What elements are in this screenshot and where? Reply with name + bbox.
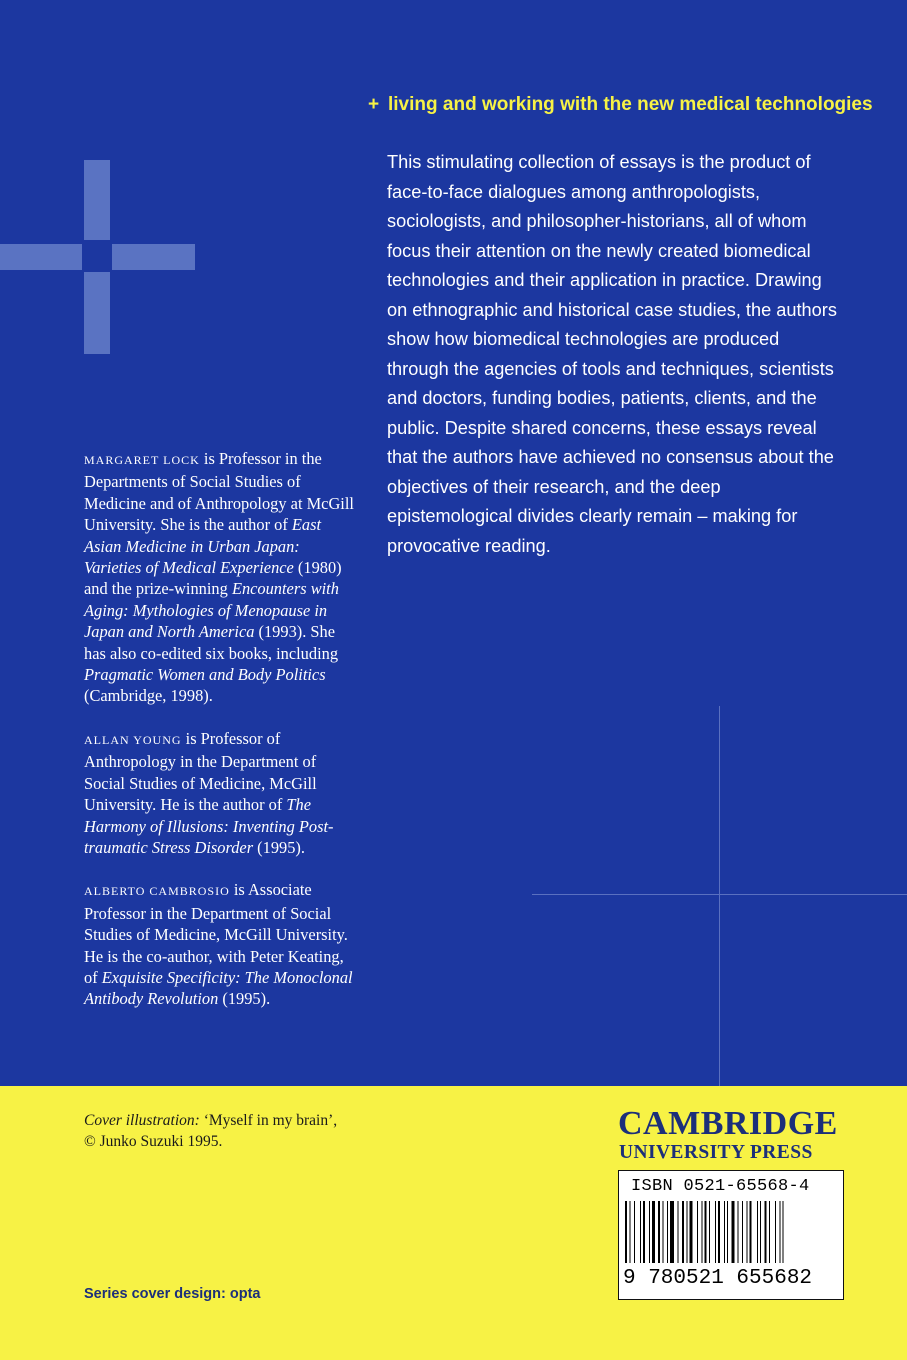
- barcode: [618, 1170, 844, 1300]
- book-title: The Harmony of Illusions: Inventing Post-traumatic Stress Disorder: [84, 795, 334, 857]
- barcode-bar: [765, 1201, 767, 1263]
- tagline-text: living and working with the new medical technologies: [388, 94, 873, 115]
- barcode-bar: [747, 1201, 748, 1263]
- barcode-bar: [715, 1201, 716, 1263]
- barcode-bar: [687, 1201, 688, 1263]
- credit-label: Cover illustration:: [84, 1112, 200, 1129]
- barcode-bar: [724, 1201, 725, 1263]
- barcode-bar: [663, 1201, 664, 1263]
- barcode-bar: [738, 1201, 739, 1263]
- credit-copyright: © Junko Suzuki 1995.: [84, 1132, 223, 1150]
- barcode-bar: [727, 1201, 728, 1263]
- barcode-bar: [643, 1201, 645, 1263]
- barcode-bar: [630, 1201, 631, 1263]
- bio-text: is Professor in the Departments of Social Studies of Medicine and of Anthropology at McGill University. She is the author of: [84, 449, 354, 535]
- bio-young: [84, 728, 354, 858]
- barcode-bar: [705, 1201, 707, 1263]
- isbn-label: ISBN 0521-65568-4: [631, 1177, 810, 1196]
- barcode-bar: [718, 1201, 720, 1263]
- barcode-bar: [652, 1201, 655, 1263]
- bio-text: is Professor of Anthropology in the Department of Social Studies of Medicine, McGill University. He is the author of: [84, 728, 317, 815]
- barcode-bar: [742, 1201, 743, 1263]
- cross-decoration-top: [84, 160, 110, 240]
- thin-cross-vertical-line: [719, 706, 720, 1086]
- book-title: Pragmatic Women and Body Politics: [84, 665, 326, 685]
- barcode-bar: [690, 1201, 693, 1263]
- author-name: ALBERTO CAMBROSIO: [84, 884, 230, 899]
- publisher-subname: UNIVERSITY PRESS: [619, 1142, 813, 1163]
- book-title: Encounters with Aging: Mythologies of Menopause in Japan and North America: [84, 579, 339, 642]
- barcode-bar: [769, 1201, 770, 1263]
- barcode-bar: [709, 1201, 710, 1263]
- barcode-bar: [658, 1201, 660, 1263]
- barcode-bar: [625, 1201, 627, 1263]
- cross-decoration-right: [112, 244, 195, 270]
- barcode-bar: [667, 1201, 668, 1263]
- author-name: MARGARET LOCK: [84, 453, 200, 467]
- barcode-bar: [640, 1201, 641, 1263]
- design-credit: Series cover design: opta: [84, 1286, 261, 1302]
- author-bios: [84, 448, 354, 1031]
- book-title: Exquisite Specificity: The Monoclonal Antibody Revolution: [84, 967, 353, 1009]
- bio-text: (1993). She has also co-edited six books, including: [84, 622, 339, 663]
- cover-illustration-credit: [84, 1111, 384, 1152]
- barcode-bar: [697, 1201, 698, 1263]
- barcode-bar: [732, 1201, 735, 1263]
- bio-text: (Cambridge, 1998).: [84, 686, 213, 706]
- barcode-bar: [702, 1201, 703, 1263]
- author-name: ALLAN YOUNG: [84, 732, 182, 747]
- bio-text: (1980) and the prize-winning: [84, 558, 342, 599]
- tagline: [368, 94, 898, 116]
- bio-text: (1995).: [218, 989, 271, 1009]
- barcode-bar: [783, 1201, 784, 1263]
- barcode-bar: [760, 1201, 761, 1263]
- bio-text: is Associate Professor in the Department of Social Studies of Medicine, McGill University. He is the co-author, with Peter Keating, of: [84, 880, 348, 987]
- cross-decoration-left: [0, 244, 82, 270]
- barcode-bar: [775, 1201, 776, 1263]
- barcode-bar: [780, 1201, 781, 1263]
- barcode-bar: [750, 1201, 752, 1263]
- book-description: This stimulating collection of essays is the product of face-to-face dialogues among anthropologists, sociologists, and philosopher-historians, all of whom focus their attention on the newly created biomedical technologies and their application in practice. Drawing on ethnographic and historical case studies, the authors show how biomedical technologies are produced through the agencies of tools and techniques, scientists and doctors, funding bodies, patients, clients, and the public. Despite shared concerns, these essays reveal that the authors have achieved no consensus about the objectives of their research, and the deep epistemological divides clearly remain – making for provocative reading.: [387, 152, 837, 556]
- bio-lock: [84, 448, 354, 707]
- bio-text: (1995).: [253, 837, 305, 857]
- bio-cambrosio: [84, 879, 354, 1009]
- barcode-bar: [757, 1201, 758, 1263]
- isbn-number: 9 780521 655682: [623, 1267, 813, 1290]
- barcode-bar: [670, 1201, 674, 1263]
- thin-cross-horizontal-line: [532, 894, 907, 895]
- barcode-bar: [678, 1201, 679, 1263]
- cross-decoration-bottom: [84, 272, 110, 354]
- plus-icon: +: [368, 94, 380, 115]
- barcode-bars: [625, 1201, 839, 1267]
- barcode-bar: [634, 1201, 635, 1263]
- barcode-bar: [649, 1201, 650, 1263]
- book-title: East Asian Medicine in Urban Japan: Varieties of Medical Experience: [84, 515, 322, 578]
- barcode-bar: [682, 1201, 684, 1263]
- credit-text: ‘Myself in my brain’,: [199, 1112, 338, 1129]
- publisher-name: CAMBRIDGE: [618, 1105, 838, 1142]
